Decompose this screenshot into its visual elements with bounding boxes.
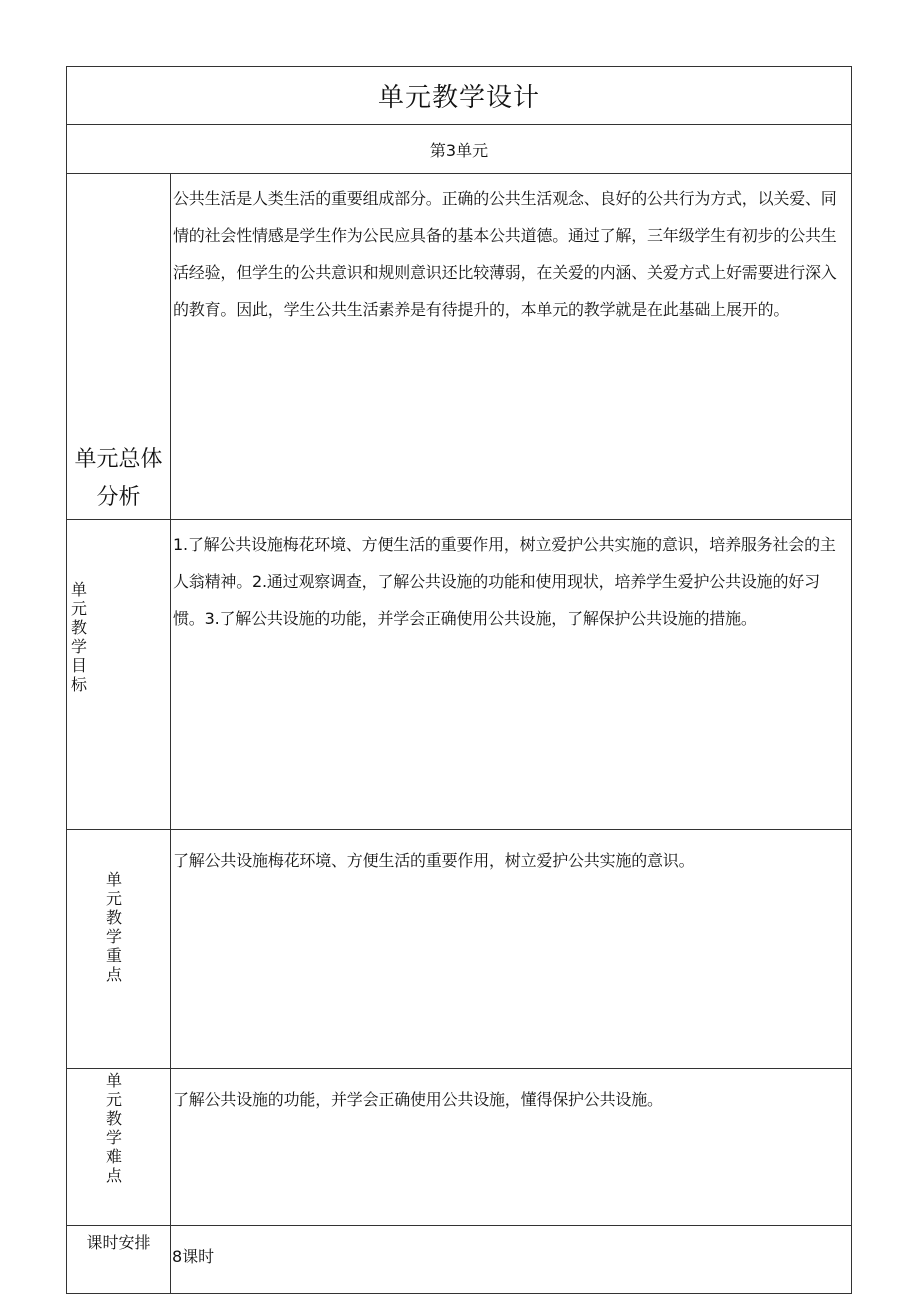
label-overall-analysis: 单元总体分析 — [67, 174, 171, 520]
unit-design-table — [66, 66, 852, 1294]
content-teaching-goals: 1.了解公共设施梅花环境、方便生活的重要作用，树立爱护公共实施的意识，培养服务社会的主人翁精神。2.通过观察调查，了解公共设施的功能和使用现状，培养学生爱护公共设施的好习惯。3.了解公共设施的功能，并学会正确使用公共设施，了解保护公共设施的措施。 — [171, 520, 852, 830]
label-class-hours: 课时安排 — [67, 1226, 171, 1294]
label-teaching-goals — [67, 580, 170, 694]
label-char: 重 — [106, 946, 123, 965]
label-char: 学 — [106, 1128, 123, 1147]
label-teaching-difficulty — [67, 1071, 170, 1185]
label-char: 点 — [106, 965, 123, 984]
content-teaching-focus: 了解公共设施梅花环境、方便生活的重要作用，树立爱护公共实施的意识。 — [171, 830, 852, 1069]
label-teaching-focus — [67, 870, 170, 984]
content-class-hours: 8课时 — [171, 1226, 852, 1294]
label-cell-teaching-difficulty — [67, 1069, 171, 1226]
label-char: 难 — [106, 1147, 123, 1166]
label-char: 教 — [106, 908, 123, 927]
label-char: 元 — [106, 1090, 123, 1109]
label-cell-teaching-goals — [67, 520, 171, 830]
label-char: 单 — [106, 870, 123, 889]
label-char: 教 — [106, 1109, 123, 1128]
label-char: 元 — [106, 889, 123, 908]
document-title: 单元教学设计 — [67, 67, 852, 125]
content-teaching-difficulty: 了解公共设施的功能，并学会正确使用公共设施，懂得保护公共设施。 — [171, 1069, 852, 1226]
label-char: 目 — [71, 656, 88, 675]
label-char: 学 — [106, 927, 123, 946]
label-char: 单 — [106, 1071, 123, 1090]
label-char: 标 — [71, 675, 88, 694]
label-char: 教 — [71, 618, 88, 637]
label-char: 单 — [71, 580, 88, 599]
label-char: 元 — [71, 599, 88, 618]
label-char: 学 — [71, 637, 88, 656]
label-cell-teaching-focus — [67, 830, 171, 1069]
content-overall-analysis: 公共生活是人类生活的重要组成部分。正确的公共生活观念、良好的公共行为方式，以关爱、同情的社会性情感是学生作为公民应具备的基本公共道德。通过了解，三年级学生有初步的公共生活经验，但学生的公共意识和规则意识还比较薄弱，在关爱的内涵、关爱方式上好需要进行深入的教育。因此，学生公共生活素养是有待提升的，本单元的教学就是在此基础上展开的。 — [171, 174, 852, 520]
label-char: 点 — [106, 1166, 123, 1185]
unit-number: 第3单元 — [67, 125, 852, 174]
